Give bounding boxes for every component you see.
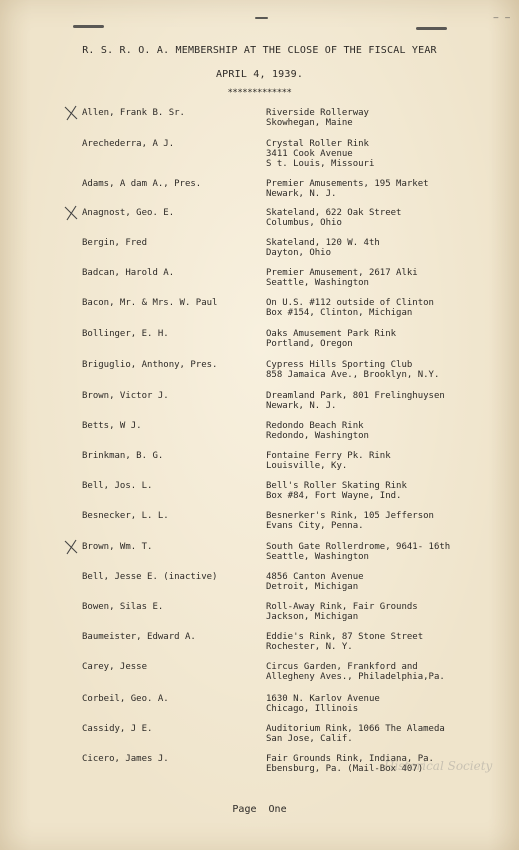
member-name: Corbeil, Geo. A. bbox=[82, 694, 169, 704]
member-name: Baumeister, Edward A. bbox=[82, 632, 196, 642]
address-line: S t. Louis, Missouri bbox=[266, 159, 375, 169]
member-address bbox=[266, 360, 439, 380]
member-name: Cicero, James J. bbox=[82, 754, 169, 764]
member-address bbox=[266, 572, 364, 592]
member-address bbox=[266, 694, 380, 714]
address-line: Newark, N. J. bbox=[266, 401, 337, 411]
member-address bbox=[266, 329, 396, 349]
address-line: Columbus, Ohio bbox=[266, 218, 342, 228]
member-address bbox=[266, 481, 407, 501]
member-address bbox=[266, 511, 434, 531]
member-name: Briguglio, Anthony, Pres. bbox=[82, 360, 218, 370]
staple-mark bbox=[255, 17, 268, 19]
list-item bbox=[0, 179, 519, 207]
member-address bbox=[266, 724, 445, 744]
address-line: Bell's Roller Skating Rink bbox=[266, 481, 407, 491]
list-item bbox=[0, 139, 519, 167]
address-line: Fair Grounds Rink, Indiana, Pa. bbox=[266, 754, 434, 764]
member-address bbox=[266, 108, 369, 128]
address-line: Skowhegan, Maine bbox=[266, 118, 353, 128]
address-line: Dayton, Ohio bbox=[266, 248, 332, 258]
member-name: Carey, Jesse bbox=[82, 662, 148, 672]
corner-annotation: — — bbox=[493, 13, 511, 22]
list-item bbox=[0, 360, 519, 388]
address-line: Dreamland Park, 801 Frelinghuysen bbox=[266, 391, 445, 401]
list-item bbox=[0, 108, 519, 136]
member-address bbox=[266, 298, 434, 318]
address-line: Portland, Oregon bbox=[266, 339, 353, 349]
member-name: Bell, Jos. L. bbox=[82, 481, 153, 491]
list-item bbox=[0, 421, 519, 449]
member-address bbox=[266, 139, 374, 169]
check-x-icon bbox=[63, 105, 79, 121]
list-item bbox=[0, 602, 519, 630]
address-line: 3411 Cook Avenue bbox=[266, 149, 353, 159]
address-line: Detroit, Michigan bbox=[266, 582, 359, 592]
member-name: Badcan, Harold A. bbox=[82, 268, 175, 278]
check-x-icon bbox=[63, 539, 79, 555]
member-address bbox=[266, 421, 369, 441]
address-line: Riverside Rollerway bbox=[266, 108, 369, 118]
list-item bbox=[0, 208, 519, 236]
address-line: Rochester, N. Y. bbox=[266, 642, 353, 652]
document-title: R. S. R. O. A. MEMBERSHIP AT THE CLOSE OF THE FISCAL YEAR bbox=[82, 45, 437, 56]
watermark bbox=[384, 756, 514, 776]
list-item bbox=[0, 451, 519, 479]
address-line: Box #154, Clinton, Michigan bbox=[266, 308, 413, 318]
member-address bbox=[266, 662, 445, 682]
staple-mark bbox=[73, 25, 104, 28]
member-address bbox=[266, 542, 450, 562]
address-line: Chicago, Illinois bbox=[266, 704, 359, 714]
member-name: Brown, Wm. T. bbox=[82, 542, 153, 552]
address-line: Redondo, Washington bbox=[266, 431, 369, 441]
address-line: Oaks Amusement Park Rink bbox=[266, 329, 397, 339]
address-line: Roll-Away Rink, Fair Grounds bbox=[266, 602, 418, 612]
address-line: Box #84, Fort Wayne, Ind. bbox=[266, 491, 402, 501]
member-address bbox=[266, 208, 401, 228]
address-line: On U.S. #112 outside of Clinton bbox=[266, 298, 434, 308]
list-item bbox=[0, 391, 519, 419]
member-name: Bowen, Silas E. bbox=[82, 602, 164, 612]
member-name: Bell, Jesse E. (inactive) bbox=[82, 572, 218, 582]
member-address bbox=[266, 268, 418, 288]
member-address bbox=[266, 602, 418, 622]
address-line: Redondo Beach Rink bbox=[266, 421, 364, 431]
member-name: Brown, Victor J. bbox=[82, 391, 169, 401]
member-name: Anagnost, Geo. E. bbox=[82, 208, 175, 218]
title-separator: ************* bbox=[227, 88, 292, 98]
member-name: Besnecker, L. L. bbox=[82, 511, 169, 521]
list-item bbox=[0, 662, 519, 690]
address-line: Allegheny Aves., Philadelphia,Pa. bbox=[266, 672, 445, 682]
address-line: Besnerker's Rink, 105 Jefferson bbox=[266, 511, 434, 521]
address-line: 1630 N. Karlov Avenue bbox=[266, 694, 380, 704]
list-item bbox=[0, 572, 519, 600]
member-address bbox=[266, 391, 445, 411]
address-line: Ebensburg, Pa. (Mail-Box 407) bbox=[266, 764, 424, 774]
member-name: Arechederra, A J. bbox=[82, 139, 175, 149]
address-line: Premier Amusements, 195 Market bbox=[266, 179, 429, 189]
address-line: Premier Amusement, 2617 Alki bbox=[266, 268, 418, 278]
list-item bbox=[0, 542, 519, 570]
list-item bbox=[0, 329, 519, 357]
list-item bbox=[0, 632, 519, 660]
address-line: San Jose, Calif. bbox=[266, 734, 353, 744]
address-line: Skateland, 622 Oak Street bbox=[266, 208, 402, 218]
member-name: Cassidy, J E. bbox=[82, 724, 153, 734]
member-name: Bollinger, E. H. bbox=[82, 329, 169, 339]
address-line: Fontaine Ferry Pk. Rink bbox=[266, 451, 391, 461]
list-item bbox=[0, 511, 519, 539]
address-line: Crystal Roller Rink bbox=[266, 139, 369, 149]
member-name: Betts, W J. bbox=[82, 421, 142, 431]
member-address bbox=[266, 451, 391, 471]
address-line: Circus Garden, Frankford and bbox=[266, 662, 418, 672]
address-line: Newark, N. J. bbox=[266, 189, 337, 199]
list-item bbox=[0, 481, 519, 509]
watermark-text: Historical Society bbox=[384, 759, 493, 773]
staple-mark bbox=[416, 27, 447, 30]
list-item bbox=[0, 268, 519, 296]
address-line: Evans City, Penna. bbox=[266, 521, 364, 531]
member-name: Bacon, Mr. & Mrs. W. Paul bbox=[82, 298, 218, 308]
member-name: Brinkman, B. G. bbox=[82, 451, 164, 461]
address-line: Seattle, Washington bbox=[266, 552, 369, 562]
document-date: APRIL 4, 1939. bbox=[215, 69, 304, 80]
address-line: Cypress Hills Sporting Club bbox=[266, 360, 413, 370]
address-line: 4856 Canton Avenue bbox=[266, 572, 364, 582]
member-address bbox=[266, 179, 429, 199]
address-line: Seattle, Washington bbox=[266, 278, 369, 288]
address-line: 858 Jamaica Ave., Brooklyn, N.Y. bbox=[266, 370, 440, 380]
member-name: Allen, Frank B. Sr. bbox=[82, 108, 185, 118]
list-item bbox=[0, 298, 519, 326]
check-x-icon bbox=[63, 205, 79, 221]
address-line: Auditorium Rink, 1066 The Alameda bbox=[266, 724, 445, 734]
list-item bbox=[0, 724, 519, 752]
member-name: Adams, A dam A., Pres. bbox=[82, 179, 202, 189]
address-line: Louisville, Ky. bbox=[266, 461, 348, 471]
member-address bbox=[266, 238, 380, 258]
address-line: Jackson, Michigan bbox=[266, 612, 359, 622]
list-item bbox=[0, 238, 519, 266]
member-name: Bergin, Fred bbox=[82, 238, 148, 248]
member-address bbox=[266, 632, 423, 652]
address-line: Skateland, 120 W. 4th bbox=[266, 238, 380, 248]
address-line: Eddie's Rink, 87 Stone Street bbox=[266, 632, 424, 642]
list-item bbox=[0, 694, 519, 722]
page-number: Page One bbox=[232, 804, 287, 815]
address-line: South Gate Rollerdrome, 9641- 16th bbox=[266, 542, 451, 552]
